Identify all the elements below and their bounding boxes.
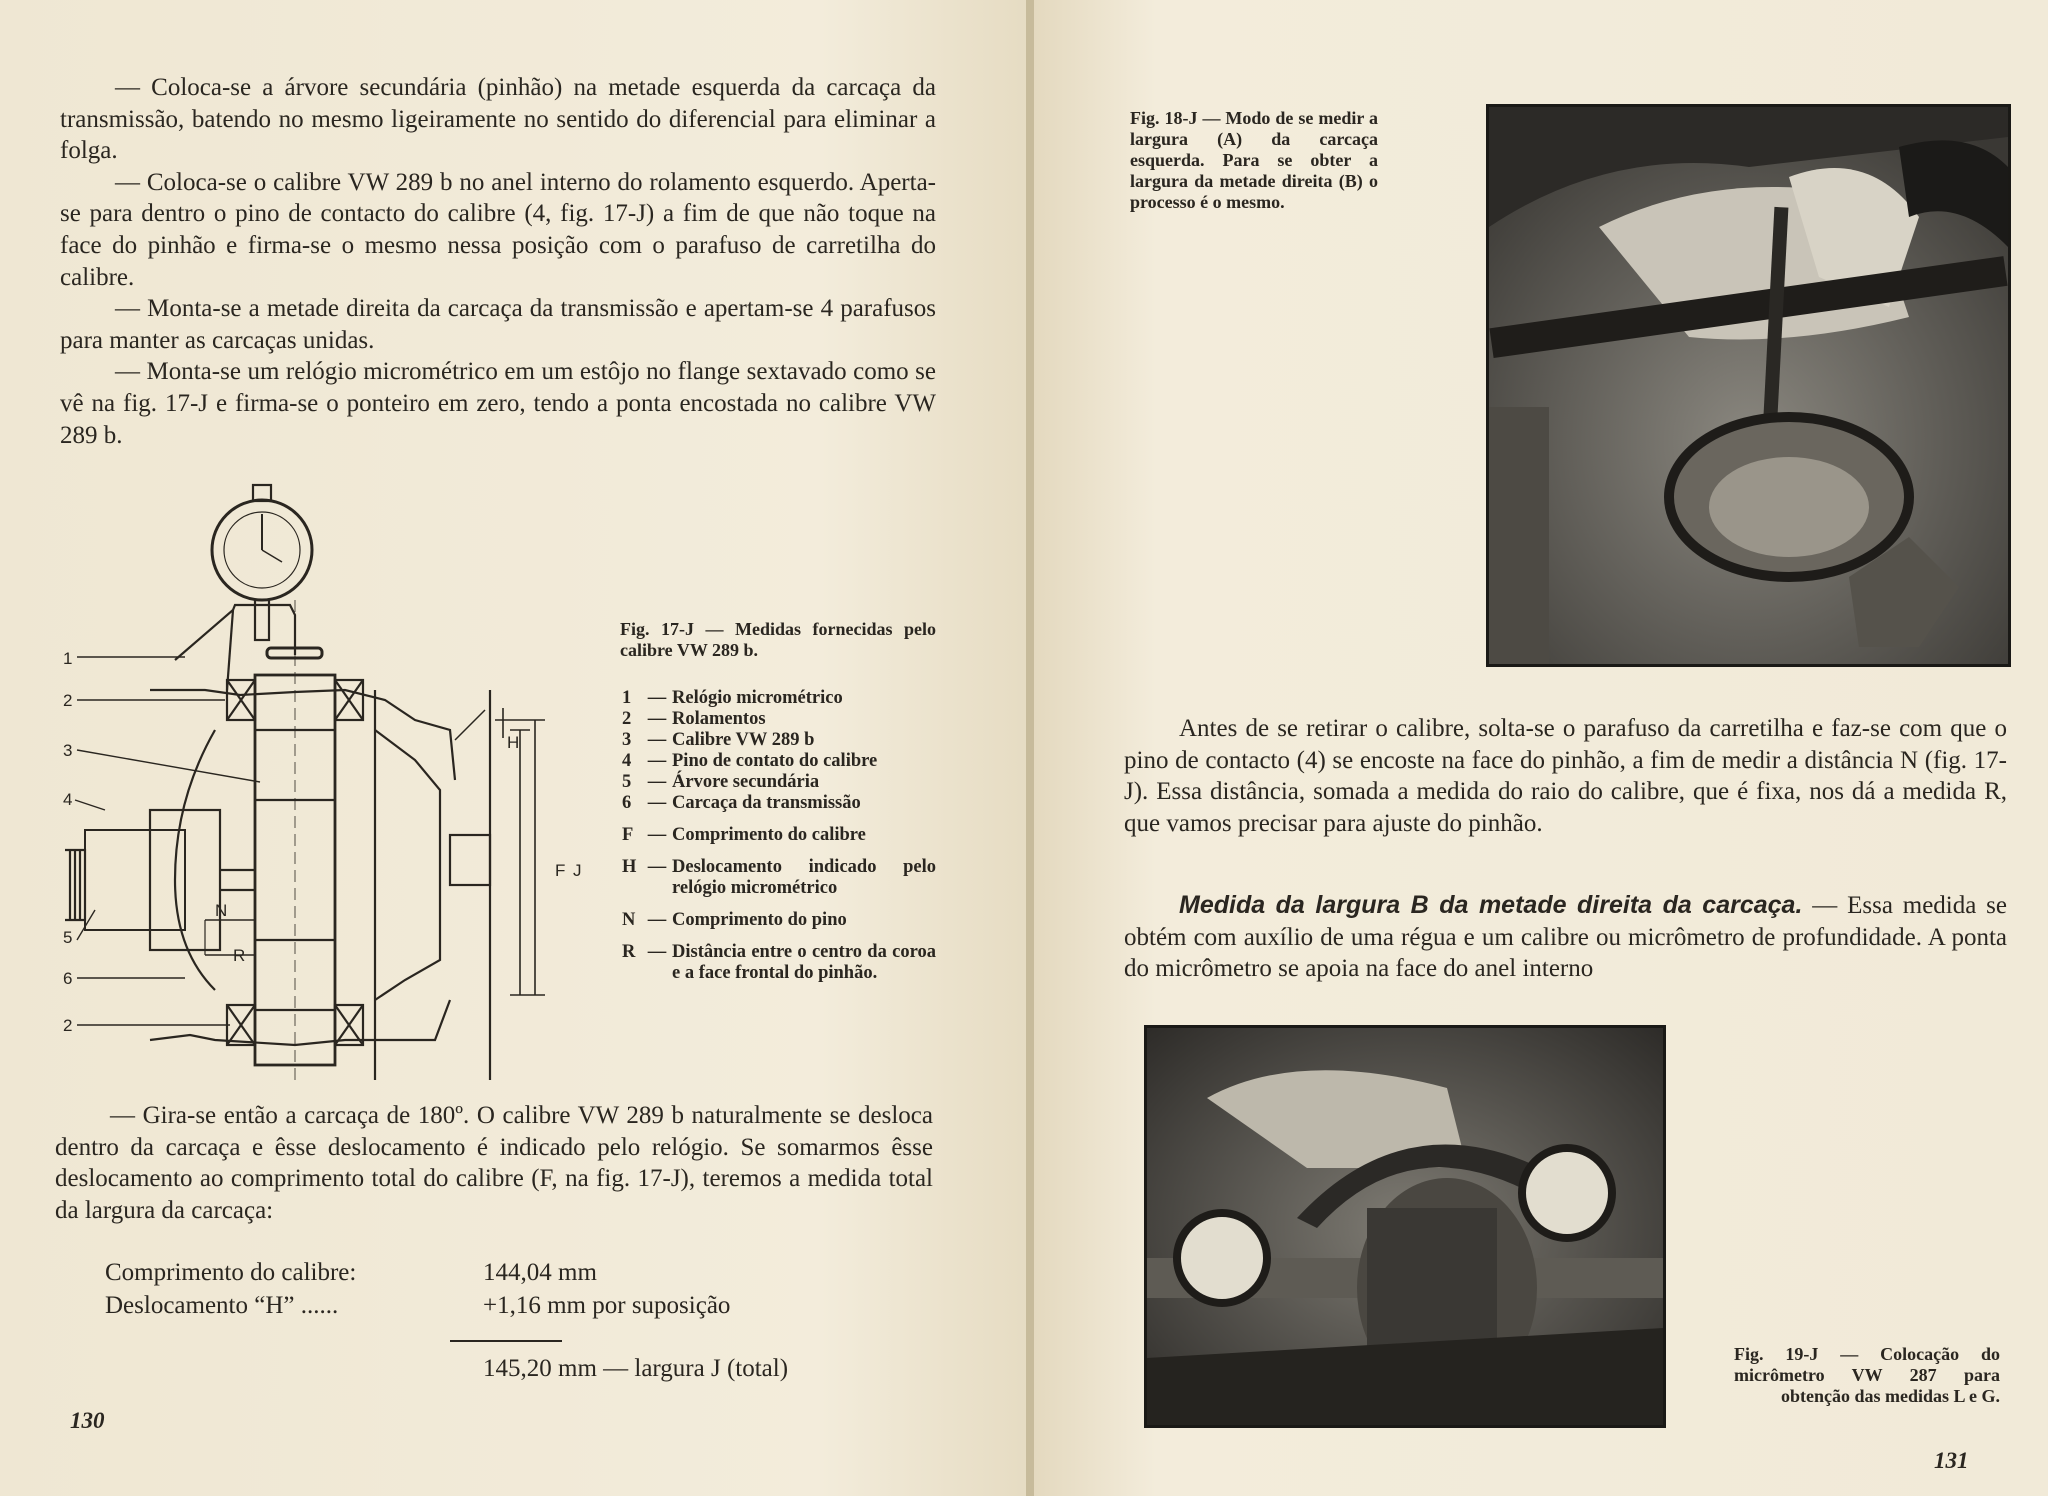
diagram-label: R [233,946,246,965]
legend-item: 6 — Carcaça da transmissão [622,793,861,813]
diagram-label: 3 [63,741,73,760]
legend-item: N — Comprimento do pino [622,910,847,930]
diagram-label: 4 [63,790,73,809]
book-gutter [1026,0,1034,1496]
paragraph: — Coloca-se o calibre VW 289 b no anel interno do rolamento esquerdo. Aperta-se para dentro o pino de contacto do calibre (4, fig. 17-J) a fim de que não toque na face do pinhão e firma-se o mesmo nessa posição com o parafuso de carretilha do calibre. [60,168,936,291]
legend-item: 4 — Pino de contato do calibre [622,751,878,771]
sum-rule [450,1340,562,1342]
calc-label: Deslocamento “H” ...... [105,1292,339,1319]
figure-17j-caption: Fig. 17-J — Medidas fornecidas pelo calibre VW 289 b. [620,619,936,660]
paragraph: — Monta-se um relógio micrométrico em um estôjo no flange sextavado como se vê na fig. 17-J e firma-se o ponteiro em zero, tendo a ponta encostada no calibre VW 289 b. [60,358,936,449]
legend-item: 1 — Relógio micrométrico [622,688,843,708]
calc-total: 145,20 mm — largura J (total) [483,1355,789,1382]
legend-item: 3 — Calibre VW 289 b [622,730,815,750]
diagram-label: J [573,861,582,880]
page-number: 130 [70,1408,105,1433]
right-page [1034,0,2048,1496]
diagram-label: 6 [63,969,73,988]
diagram-label: 1 [63,649,73,668]
left-intro-text [60,72,936,451]
legend-item: F — Comprimento do calibre [622,825,866,845]
diagram-label: 5 [63,928,73,947]
paragraph: — Monta-se a metade direita da carcaça da transmissão e apertam-se 4 parafusos para manter as carcaças unidas. [60,295,936,354]
diagram-label: 2 [63,691,73,710]
paragraph: — Coloca-se a árvore secundária (pinhão) na metade esquerda da carcaça da transmissão, batendo no mesmo ligeiramente no sentido do diferencial para eliminar a folga. [60,74,936,165]
right-text-1 [1124,713,2007,839]
figure-19j-caption: Fig. 19-J — Colocação do micrômetro VW 287 para obtenção das medidas L e G. [1734,1344,2000,1406]
paragraph: Antes de se retirar o calibre, solta-se o parafuso da carretilha e faz-se com que o pino de contacto (4) se encoste na face do pinhão, a fim de medir a distância N (fig. 17-J). Essa distância, somada a medida do raio do calibre, que é fixa, nos dá a medida R, que vamos precisar para ajuste do pinhão. [1124,715,2007,837]
paragraph-body: — Essa medida se obtém com auxílio de uma régua e um calibre ou micrômetro de profundidade. A ponta do micrômetro se apoia na face do anel interno [1124,892,2007,983]
width-calculation [105,1256,905,1396]
section-subheading: Medida da largura B da metade direita da carcaça. [1179,891,1803,919]
calc-label: Comprimento do calibre: [105,1259,357,1286]
figure-17j-diagram [55,480,585,1080]
figure-18j-photo [1486,104,2011,667]
calc-value: 144,04 mm [483,1259,597,1286]
left-after-figure-text [55,1100,933,1226]
legend-item: 5 — Árvore secundária [622,772,820,792]
page-number: 131 [1934,1448,1969,1473]
diagram-label: 2 [63,1016,73,1035]
legend-item: H — Deslocamento indicado pelo relógio micrométrico [622,857,936,898]
diagram-label: H [507,733,520,752]
paragraph: — Gira-se então a carcaça de 180º. O calibre VW 289 b naturalmente se desloca dentro da carcaça e êsse deslocamento é indicado pelo relógio. Se somarmos êsse deslocamento ao comprimento total do calibre (F, na fig. 17-J), teremos a medida total da largura da carcaça: [55,1102,933,1224]
legend-item: R — Distância entre o centro da coroa e a face frontal do pinhão. [622,942,936,983]
diagram-label: N [215,901,228,920]
paragraph [1124,890,2007,985]
diagram-label: F [555,861,566,880]
figure-17j-legend [622,688,936,984]
calc-value: +1,16 mm por suposição [483,1292,731,1319]
legend-item: 2 — Rolamentos [622,709,766,729]
figure-19j-photo [1144,1025,1666,1428]
right-text-2 [1124,890,2007,985]
figure-18j-caption: Fig. 18-J — Modo de se medir a largura (A) da carcaça esquerda. Para se obter a largura da metade direita (B) o processo é o mesmo. [1130,108,1378,212]
